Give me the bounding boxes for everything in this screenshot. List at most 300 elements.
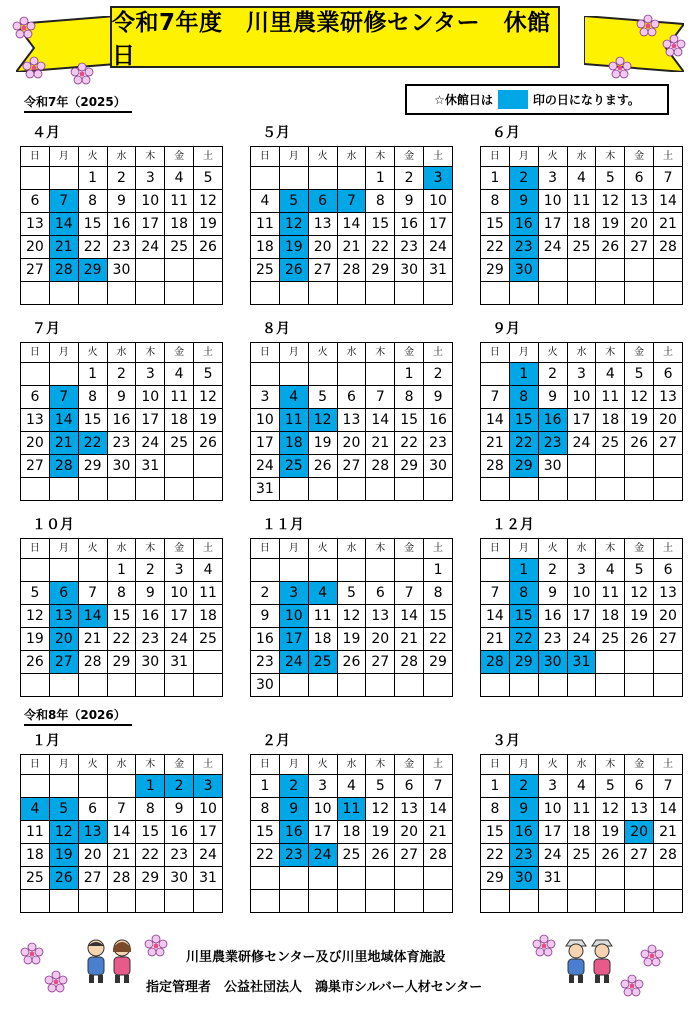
- weekday-label: 日: [21, 755, 50, 775]
- day-cell: 9: [251, 605, 280, 628]
- empty-cell: [194, 674, 223, 697]
- day-cell: 22: [366, 236, 395, 259]
- day-cell: 24: [538, 236, 567, 259]
- weekday-header-row: [481, 755, 683, 775]
- closed-day-cell: 20: [625, 821, 654, 844]
- day-cell: 5: [625, 363, 654, 386]
- empty-cell: [279, 867, 308, 890]
- empty-cell: [337, 559, 366, 582]
- empty-cell: [654, 890, 683, 913]
- weekday-label: 土: [194, 539, 223, 559]
- day-cell: 23: [165, 844, 194, 867]
- week-row: [481, 409, 683, 432]
- day-cell: 30: [424, 455, 453, 478]
- weekday-label: 水: [337, 147, 366, 167]
- empty-cell: [424, 867, 453, 890]
- day-cell: 22: [481, 844, 510, 867]
- day-cell: 21: [337, 236, 366, 259]
- day-cell: 3: [308, 775, 337, 798]
- day-cell: 21: [424, 821, 453, 844]
- day-cell: 21: [654, 213, 683, 236]
- week-row: [21, 409, 223, 432]
- day-cell: 27: [21, 259, 50, 282]
- week-row: [251, 213, 453, 236]
- flower-icon: [532, 934, 556, 958]
- day-cell: 22: [481, 236, 510, 259]
- day-cell: 5: [21, 582, 50, 605]
- day-cell: 13: [366, 605, 395, 628]
- empty-cell: [107, 674, 136, 697]
- week-row: [21, 559, 223, 582]
- weekday-label: 日: [21, 343, 50, 363]
- empty-cell: [596, 651, 625, 674]
- day-cell: 2: [107, 363, 136, 386]
- closed-day-cell: 30: [538, 651, 567, 674]
- footer-manager: 指定管理者 公益社団法人 鴻巣市シルバー人材センター: [146, 980, 483, 995]
- week-row: [21, 478, 223, 501]
- day-cell: 11: [165, 190, 194, 213]
- day-cell: 24: [165, 628, 194, 651]
- day-cell: 26: [194, 236, 223, 259]
- empty-cell: [107, 890, 136, 913]
- week-row: [481, 651, 683, 674]
- week-row: [481, 259, 683, 282]
- legend-text-before: ☆休館日は: [434, 93, 493, 107]
- weekday-label: 月: [509, 755, 538, 775]
- day-cell: 30: [251, 674, 280, 697]
- weekday-label: 金: [625, 343, 654, 363]
- day-cell: 19: [337, 628, 366, 651]
- person-icon: [588, 938, 616, 984]
- closed-day-cell: 2: [165, 775, 194, 798]
- day-cell: 15: [481, 213, 510, 236]
- weekday-header-row: [251, 539, 453, 559]
- week-row: [481, 213, 683, 236]
- page-title: 令和7年度 川里農業研修センター 休館日: [110, 6, 560, 68]
- day-cell: 13: [625, 798, 654, 821]
- day-cell: 7: [654, 167, 683, 190]
- empty-cell: [481, 674, 510, 697]
- day-cell: 20: [21, 236, 50, 259]
- closed-day-cell: 2: [279, 775, 308, 798]
- day-cell: 14: [395, 605, 424, 628]
- day-cell: 18: [567, 821, 596, 844]
- empty-cell: [481, 282, 510, 305]
- day-cell: 10: [538, 190, 567, 213]
- empty-cell: [78, 775, 107, 798]
- day-cell: 22: [251, 844, 280, 867]
- flower-icon: [144, 934, 168, 958]
- day-cell: 18: [21, 844, 50, 867]
- day-cell: 10: [567, 386, 596, 409]
- day-cell: 1: [481, 167, 510, 190]
- day-cell: 8: [395, 386, 424, 409]
- weekday-header-row: [481, 539, 683, 559]
- day-cell: 19: [596, 821, 625, 844]
- day-cell: 18: [596, 409, 625, 432]
- day-cell: 18: [165, 213, 194, 236]
- day-cell: 21: [78, 628, 107, 651]
- day-cell: 16: [107, 213, 136, 236]
- empty-cell: [625, 890, 654, 913]
- closed-day-cell: 20: [49, 628, 78, 651]
- day-cell: 9: [538, 386, 567, 409]
- day-cell: 23: [424, 432, 453, 455]
- closed-day-cell: 12: [308, 409, 337, 432]
- day-cell: 1: [481, 775, 510, 798]
- weekday-label: 月: [279, 755, 308, 775]
- flower-icon: [640, 944, 664, 968]
- day-cell: 8: [107, 582, 136, 605]
- closed-day-cell: 4: [308, 582, 337, 605]
- empty-cell: [49, 890, 78, 913]
- closed-day-cell: 26: [49, 867, 78, 890]
- empty-cell: [538, 259, 567, 282]
- empty-cell: [49, 775, 78, 798]
- day-cell: 20: [625, 213, 654, 236]
- day-cell: 22: [78, 236, 107, 259]
- day-cell: 29: [107, 651, 136, 674]
- day-cell: 30: [165, 867, 194, 890]
- weekday-label: 土: [424, 755, 453, 775]
- day-cell: 27: [625, 236, 654, 259]
- month-title: １２月: [492, 517, 534, 533]
- closed-day-cell: 3: [279, 582, 308, 605]
- empty-cell: [424, 282, 453, 305]
- flower-icon: [662, 34, 686, 58]
- day-cell: 1: [107, 559, 136, 582]
- weekday-label: 土: [654, 343, 683, 363]
- empty-cell: [654, 674, 683, 697]
- empty-cell: [337, 674, 366, 697]
- empty-cell: [21, 167, 50, 190]
- closed-day-cell: 30: [509, 867, 538, 890]
- day-cell: 11: [194, 582, 223, 605]
- empty-cell: [424, 890, 453, 913]
- empty-cell: [49, 674, 78, 697]
- weekday-label: 月: [49, 539, 78, 559]
- day-cell: 19: [308, 432, 337, 455]
- weekday-header-row: [481, 147, 683, 167]
- weekday-label: 金: [395, 539, 424, 559]
- empty-cell: [567, 674, 596, 697]
- empty-cell: [21, 890, 50, 913]
- day-cell: 17: [194, 821, 223, 844]
- closed-day-cell: 11: [279, 409, 308, 432]
- closed-day-cell: 12: [49, 821, 78, 844]
- empty-cell: [625, 282, 654, 305]
- week-row: [251, 674, 453, 697]
- day-cell: 20: [654, 605, 683, 628]
- weekday-label: 木: [136, 343, 165, 363]
- empty-cell: [194, 282, 223, 305]
- week-row: [21, 821, 223, 844]
- closed-day-cell: 28: [481, 651, 510, 674]
- closed-day-cell: 8: [509, 386, 538, 409]
- weekday-label: 木: [596, 147, 625, 167]
- day-cell: 26: [596, 844, 625, 867]
- empty-cell: [424, 478, 453, 501]
- day-cell: 24: [136, 236, 165, 259]
- empty-cell: [395, 890, 424, 913]
- day-cell: 17: [165, 605, 194, 628]
- day-cell: 17: [538, 821, 567, 844]
- day-cell: 6: [78, 798, 107, 821]
- week-row: [481, 798, 683, 821]
- day-cell: 1: [366, 167, 395, 190]
- empty-cell: [625, 455, 654, 478]
- empty-cell: [366, 478, 395, 501]
- week-row: [251, 190, 453, 213]
- day-cell: 13: [308, 213, 337, 236]
- weekday-label: 水: [567, 539, 596, 559]
- empty-cell: [625, 259, 654, 282]
- day-cell: 5: [337, 582, 366, 605]
- weekday-label: 火: [308, 755, 337, 775]
- weekday-label: 木: [596, 539, 625, 559]
- empty-cell: [136, 674, 165, 697]
- empty-cell: [194, 259, 223, 282]
- day-cell: 8: [481, 190, 510, 213]
- empty-cell: [567, 867, 596, 890]
- day-cell: 10: [136, 190, 165, 213]
- weekday-label: 木: [136, 147, 165, 167]
- closed-day-cell: 10: [279, 605, 308, 628]
- day-cell: 3: [538, 167, 567, 190]
- day-cell: 24: [136, 432, 165, 455]
- month-calendar: [20, 342, 223, 501]
- weekday-header-row: [251, 147, 453, 167]
- day-cell: 26: [194, 432, 223, 455]
- day-cell: 27: [308, 259, 337, 282]
- empty-cell: [596, 478, 625, 501]
- day-cell: 28: [654, 844, 683, 867]
- day-cell: 14: [366, 409, 395, 432]
- day-cell: 1: [251, 775, 280, 798]
- day-cell: 5: [625, 559, 654, 582]
- day-cell: 21: [481, 628, 510, 651]
- empty-cell: [194, 478, 223, 501]
- day-cell: 16: [395, 213, 424, 236]
- day-cell: 12: [21, 605, 50, 628]
- weekday-label: 日: [481, 755, 510, 775]
- closed-day-cell: 23: [509, 236, 538, 259]
- day-cell: 26: [625, 432, 654, 455]
- empty-cell: [654, 259, 683, 282]
- week-row: [481, 478, 683, 501]
- closed-day-cell: 29: [509, 455, 538, 478]
- empty-cell: [337, 363, 366, 386]
- week-row: [251, 455, 453, 478]
- day-cell: 18: [194, 605, 223, 628]
- empty-cell: [78, 674, 107, 697]
- day-cell: 19: [366, 821, 395, 844]
- empty-cell: [337, 867, 366, 890]
- day-cell: 6: [395, 775, 424, 798]
- day-cell: 9: [395, 190, 424, 213]
- day-cell: 17: [567, 409, 596, 432]
- day-cell: 15: [424, 605, 453, 628]
- empty-cell: [509, 478, 538, 501]
- day-cell: 29: [366, 259, 395, 282]
- day-cell: 2: [395, 167, 424, 190]
- day-cell: 10: [251, 409, 280, 432]
- weekday-label: 火: [78, 539, 107, 559]
- empty-cell: [308, 674, 337, 697]
- day-cell: 7: [654, 775, 683, 798]
- empty-cell: [538, 282, 567, 305]
- empty-cell: [279, 674, 308, 697]
- day-cell: 11: [567, 190, 596, 213]
- day-cell: 10: [194, 798, 223, 821]
- day-cell: 28: [337, 259, 366, 282]
- flower-icon: [608, 56, 632, 80]
- day-cell: 23: [136, 628, 165, 651]
- empty-cell: [366, 890, 395, 913]
- weekday-label: 水: [567, 147, 596, 167]
- empty-cell: [107, 775, 136, 798]
- day-cell: 27: [654, 432, 683, 455]
- empty-cell: [654, 651, 683, 674]
- day-cell: 11: [596, 386, 625, 409]
- day-cell: 17: [538, 213, 567, 236]
- day-cell: 11: [308, 605, 337, 628]
- weekday-label: 金: [395, 147, 424, 167]
- day-cell: 7: [107, 798, 136, 821]
- weekday-label: 火: [308, 147, 337, 167]
- week-row: [481, 386, 683, 409]
- empty-cell: [279, 167, 308, 190]
- day-cell: 12: [194, 190, 223, 213]
- day-cell: 8: [424, 582, 453, 605]
- week-row: [251, 478, 453, 501]
- day-cell: 6: [21, 190, 50, 213]
- flower-icon: [44, 970, 68, 994]
- day-cell: 11: [567, 798, 596, 821]
- empty-cell: [308, 890, 337, 913]
- weekday-label: 水: [107, 755, 136, 775]
- month-title: ４月: [32, 125, 60, 141]
- weekday-header-row: [251, 755, 453, 775]
- empty-cell: [308, 167, 337, 190]
- day-cell: 25: [194, 628, 223, 651]
- day-cell: 10: [538, 798, 567, 821]
- day-cell: 29: [481, 867, 510, 890]
- closed-day-cell: 19: [279, 236, 308, 259]
- day-cell: 1: [395, 363, 424, 386]
- weekday-label: 日: [481, 343, 510, 363]
- day-cell: 23: [107, 432, 136, 455]
- month-title: １月: [32, 733, 60, 749]
- day-cell: 28: [395, 651, 424, 674]
- day-cell: 19: [194, 409, 223, 432]
- weekday-label: 月: [49, 147, 78, 167]
- day-cell: 30: [107, 259, 136, 282]
- closed-day-cell: 26: [279, 259, 308, 282]
- day-cell: 20: [654, 409, 683, 432]
- empty-cell: [308, 363, 337, 386]
- week-row: [481, 236, 683, 259]
- day-cell: 9: [538, 582, 567, 605]
- empty-cell: [366, 559, 395, 582]
- day-cell: 22: [136, 844, 165, 867]
- day-cell: 12: [625, 386, 654, 409]
- week-row: [251, 167, 453, 190]
- day-cell: 6: [337, 386, 366, 409]
- day-cell: 24: [424, 236, 453, 259]
- week-row: [251, 651, 453, 674]
- month-calendar: [250, 342, 453, 501]
- empty-cell: [251, 559, 280, 582]
- empty-cell: [395, 674, 424, 697]
- empty-cell: [567, 478, 596, 501]
- empty-cell: [165, 455, 194, 478]
- day-cell: 28: [366, 455, 395, 478]
- day-cell: 2: [424, 363, 453, 386]
- day-cell: 20: [366, 628, 395, 651]
- day-cell: 13: [654, 582, 683, 605]
- empty-cell: [481, 478, 510, 501]
- month-title: ３月: [492, 733, 520, 749]
- week-row: [251, 605, 453, 628]
- empty-cell: [165, 674, 194, 697]
- empty-cell: [21, 363, 50, 386]
- closed-day-cell: 1: [509, 559, 538, 582]
- day-cell: 24: [567, 432, 596, 455]
- empty-cell: [279, 890, 308, 913]
- week-row: [21, 582, 223, 605]
- day-cell: 1: [78, 363, 107, 386]
- empty-cell: [424, 674, 453, 697]
- day-cell: 10: [424, 190, 453, 213]
- day-cell: 19: [625, 409, 654, 432]
- day-cell: 5: [596, 775, 625, 798]
- empty-cell: [49, 167, 78, 190]
- day-cell: 8: [78, 386, 107, 409]
- empty-cell: [308, 867, 337, 890]
- month-calendar: [480, 754, 683, 913]
- empty-cell: [654, 478, 683, 501]
- day-cell: 13: [654, 386, 683, 409]
- empty-cell: [538, 674, 567, 697]
- day-cell: 15: [78, 409, 107, 432]
- weekday-header-row: [481, 343, 683, 363]
- day-cell: 7: [78, 582, 107, 605]
- closed-day-cell: 28: [49, 455, 78, 478]
- day-cell: 4: [337, 775, 366, 798]
- week-row: [481, 674, 683, 697]
- week-row: [21, 167, 223, 190]
- day-cell: 10: [308, 798, 337, 821]
- weekday-label: 土: [194, 343, 223, 363]
- week-row: [481, 582, 683, 605]
- day-cell: 11: [251, 213, 280, 236]
- flower-icon: [20, 942, 44, 966]
- weekday-label: 土: [424, 147, 453, 167]
- flower-icon: [620, 974, 644, 998]
- day-cell: 9: [107, 190, 136, 213]
- day-cell: 2: [136, 559, 165, 582]
- day-cell: 6: [654, 363, 683, 386]
- closed-day-cell: 14: [49, 213, 78, 236]
- weekday-header-row: [251, 343, 453, 363]
- empty-cell: [308, 559, 337, 582]
- empty-cell: [366, 867, 395, 890]
- day-cell: 16: [165, 821, 194, 844]
- day-cell: 9: [165, 798, 194, 821]
- week-row: [21, 628, 223, 651]
- day-cell: 4: [165, 167, 194, 190]
